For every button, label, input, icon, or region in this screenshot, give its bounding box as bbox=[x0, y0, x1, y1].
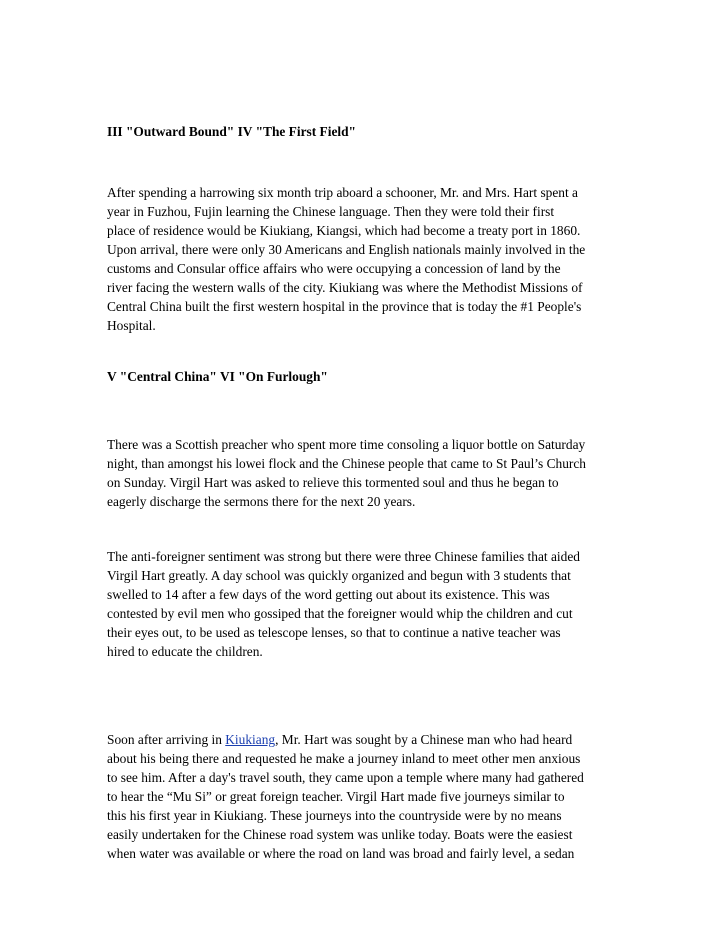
text-line: Virgil Hart greatly. A day school was quickly organized and begun with 3 students that bbox=[107, 568, 571, 583]
section-heading-5-6: V "Central China" VI "On Furlough" bbox=[107, 369, 328, 384]
text-line: to hear the “Mu Si” or great foreign teacher. Virgil Hart made five journeys similar to bbox=[107, 789, 565, 804]
text-line: river facing the western walls of the city. Kiukiang was where the Methodist Missions of bbox=[107, 280, 583, 295]
text-fragment: , Mr. Hart was sought by a Chinese man who had heard bbox=[275, 732, 573, 747]
text-line: The anti-foreigner sentiment was strong but there were three Chinese families that aided bbox=[107, 549, 580, 564]
paragraph-scottish-preacher bbox=[107, 435, 727, 511]
text-line: night, than amongst his lowei flock and the Chinese people that came to St Paul’s Church bbox=[107, 456, 587, 471]
text-line: easily undertaken for the Chinese road system was unlike today. Boats were the easiest bbox=[107, 827, 573, 842]
paragraph-journeys bbox=[107, 730, 727, 863]
text-line: this his first year in Kiukiang. These journeys into the countryside were by no means bbox=[107, 808, 562, 823]
text-line: There was a Scottish preacher who spent more time consoling a liquor bottle on Saturday bbox=[107, 437, 586, 452]
text-line bbox=[107, 730, 727, 749]
text-line: Central China built the first western hospital in the province that is today the #1 People's bbox=[107, 299, 582, 314]
text-line: After spending a harrowing six month trip aboard a schooner, Mr. and Mrs. Hart spent a bbox=[107, 185, 578, 200]
text-line: year in Fuzhou, Fujin learning the Chinese language. Then they were told their first bbox=[107, 204, 555, 219]
paragraph-arrival bbox=[107, 183, 727, 335]
text-line: swelled to 14 after a few days of the word getting out about its existence. This was bbox=[107, 587, 550, 602]
text-line: about his being there and requested he make a journey inland to meet other men anxious bbox=[107, 751, 581, 766]
text-line: their eyes out, to be used as telescope lenses, so that to continue a native teacher was bbox=[107, 625, 561, 640]
text-line: Hospital. bbox=[107, 318, 156, 333]
text-line: customs and Consular office affairs who were occupying a concession of land by the bbox=[107, 261, 561, 276]
text-line: Upon arrival, there were only 30 Americans and English nationals mainly involved in the bbox=[107, 242, 586, 257]
text-line: when water was available or where the road on land was broad and fairly level, a sedan bbox=[107, 846, 575, 861]
text-line: on Sunday. Virgil Hart was asked to relieve this tormented soul and thus he began to bbox=[107, 475, 559, 490]
text-line: hired to educate the children. bbox=[107, 644, 263, 659]
text-fragment: Soon after arriving in bbox=[107, 732, 226, 747]
paragraph-day-school bbox=[107, 547, 727, 661]
kiukiang-link[interactable]: Kiukiang bbox=[225, 732, 276, 747]
text-line: to see him. After a day's travel south, they came upon a temple where many had gathered bbox=[107, 770, 584, 785]
section-heading-3-4: III "Outward Bound" IV "The First Field" bbox=[107, 124, 356, 139]
text-line: contested by evil men who gossiped that the foreigner would whip the children and cut bbox=[107, 606, 573, 621]
text-line: eagerly discharge the sermons there for the next 20 years. bbox=[107, 494, 416, 509]
text-line: place of residence would be Kiukiang, Kiangsi, which had become a treaty port in 1860. bbox=[107, 223, 581, 238]
